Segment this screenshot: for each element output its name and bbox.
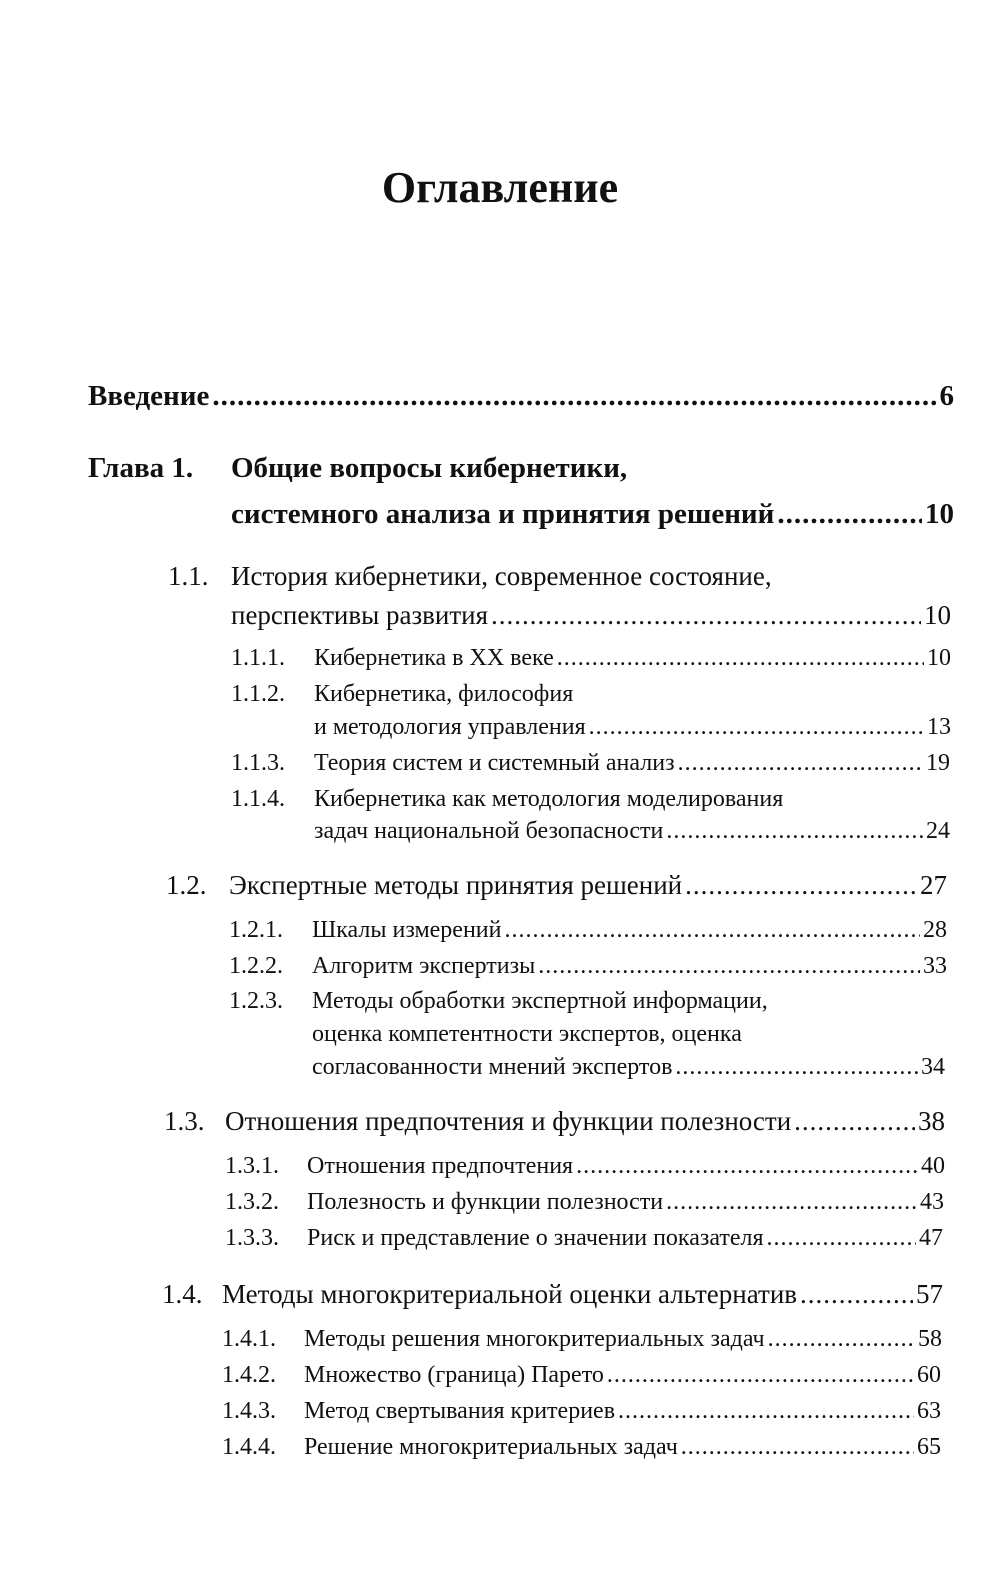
toc-entry-1-2-2[interactable] xyxy=(312,953,947,981)
toc-page-number: 40 xyxy=(921,1153,945,1179)
subsection-title: Алгоритм экспертизы xyxy=(312,953,536,979)
leader-dots xyxy=(678,750,923,778)
chapter-number: Глава 1. xyxy=(88,452,194,484)
subsection-number: 1.2.1. xyxy=(229,917,283,943)
toc-entry-1-1[interactable] xyxy=(231,600,951,631)
toc-entry-1-4-1[interactable] xyxy=(304,1326,942,1354)
leader-dots xyxy=(777,498,922,531)
subsection-number: 1.3.2. xyxy=(225,1189,279,1215)
subsection-number: 1.1.4. xyxy=(231,786,285,812)
section-number: 1.3. xyxy=(164,1106,205,1136)
toc-entry-1-3-3[interactable] xyxy=(307,1225,943,1253)
toc-entry-1-4-3[interactable] xyxy=(304,1398,941,1426)
toc-page-number: 6 xyxy=(939,380,954,412)
leader-dots xyxy=(768,1326,915,1354)
subsection-title: Теория систем и системный анализ xyxy=(314,750,675,776)
toc-page-number: 57 xyxy=(916,1279,943,1309)
toc-entry-chapter-1[interactable] xyxy=(231,498,954,531)
toc-entry-1-1-3[interactable] xyxy=(314,750,950,778)
subsection-title: Решение многокритериальных задач xyxy=(304,1434,678,1460)
toc-page-number: 58 xyxy=(918,1326,942,1352)
leader-dots xyxy=(504,917,920,945)
subsection-number: 1.2.3. xyxy=(229,988,283,1014)
subsection-title: Методы решения многокритериальных задач xyxy=(304,1326,765,1352)
leader-dots xyxy=(767,1225,916,1253)
subsection-title: Отношения предпочтения xyxy=(307,1153,574,1179)
toc-entry-1-4-4[interactable] xyxy=(304,1434,941,1462)
toc-page-number: 63 xyxy=(917,1398,941,1424)
chapter-title-line1: Общие вопросы кибернетики, xyxy=(231,452,628,484)
subsection-number: 1.4.2. xyxy=(222,1362,276,1388)
toc-page-number: 10 xyxy=(927,645,951,671)
subsection-title-line1: Кибернетика, философия xyxy=(314,681,574,707)
toc-page-number: 10 xyxy=(924,600,951,630)
leader-dots xyxy=(491,600,921,631)
toc-page-number: 34 xyxy=(921,1054,945,1080)
toc-entry-1-4-2[interactable] xyxy=(304,1362,941,1390)
section-title: Отношения предпочтения и функции полезности xyxy=(225,1106,792,1136)
leader-dots xyxy=(576,1153,918,1181)
toc-entry-1-2[interactable] xyxy=(229,870,947,901)
subsection-number: 1.1.2. xyxy=(231,681,285,707)
leader-dots xyxy=(675,1054,918,1082)
subsection-number: 1.4.1. xyxy=(222,1326,276,1352)
section-title-line1: История кибернетики, современное состояние, xyxy=(231,561,772,591)
subsection-number: 1.3.3. xyxy=(225,1225,279,1251)
leader-dots xyxy=(607,1362,914,1390)
leader-dots xyxy=(618,1398,914,1426)
toc-page-number: 43 xyxy=(920,1189,944,1215)
leader-dots xyxy=(681,1434,914,1462)
section-number: 1.4. xyxy=(162,1279,203,1309)
subsection-title: Множество (граница) Парето xyxy=(304,1362,604,1388)
leader-dots xyxy=(589,714,924,742)
toc-entry-1-2-1[interactable] xyxy=(312,917,947,945)
section-title: Экспертные методы принятия решений xyxy=(229,870,683,900)
leader-dots xyxy=(666,1189,917,1217)
toc-entry-1-4[interactable] xyxy=(222,1279,943,1310)
section-title-line2: перспективы развития xyxy=(231,600,489,630)
toc-entry-intro[interactable] xyxy=(88,380,954,413)
toc-page-number: 65 xyxy=(917,1434,941,1460)
leader-dots xyxy=(557,645,924,673)
toc-entry-label: Введение xyxy=(88,380,210,412)
leader-dots xyxy=(685,870,917,901)
toc-page-number: 47 xyxy=(919,1225,943,1251)
leader-dots xyxy=(800,1279,913,1310)
section-number: 1.1. xyxy=(168,561,209,591)
toc-entry-1-3[interactable] xyxy=(225,1106,945,1137)
toc-page-number: 19 xyxy=(926,750,950,776)
toc-entry-1-2-3[interactable] xyxy=(312,1054,945,1082)
subsection-title-line2: задач национальной безопасности xyxy=(314,818,664,844)
leader-dots xyxy=(794,1106,915,1137)
toc-entry-1-3-2[interactable] xyxy=(307,1189,944,1217)
subsection-number: 1.2.2. xyxy=(229,953,283,979)
subsection-number: 1.4.4. xyxy=(222,1434,276,1460)
subsection-number: 1.1.3. xyxy=(231,750,285,776)
subsection-title-line3: согласованности мнений экспертов xyxy=(312,1054,673,1080)
toc-entry-1-1-4[interactable] xyxy=(314,818,950,846)
toc-page-number: 38 xyxy=(918,1106,945,1136)
subsection-title: Кибернетика в XX веке xyxy=(314,645,554,671)
subsection-title-line1: Методы обработки экспертной информации, xyxy=(312,988,768,1014)
leader-dots xyxy=(666,818,923,846)
leader-dots xyxy=(212,380,936,413)
toc-entry-1-1-2[interactable] xyxy=(314,714,951,742)
subsection-title: Полезность и функции полезности xyxy=(307,1189,664,1215)
subsection-title-line2: оценка компетентности экспертов, оценка xyxy=(312,1021,742,1047)
page-title: Оглавление xyxy=(381,163,619,212)
toc-page-number: 28 xyxy=(923,917,947,943)
toc-page-number: 60 xyxy=(917,1362,941,1388)
toc-page-number: 24 xyxy=(926,818,950,844)
subsection-title-line2: и методология управления xyxy=(314,714,586,740)
toc-page-number: 13 xyxy=(927,714,951,740)
subsection-title-line1: Кибернетика как методология моделирования xyxy=(314,786,784,812)
toc-page-number: 10 xyxy=(925,498,954,530)
subsection-number: 1.3.1. xyxy=(225,1153,279,1179)
subsection-title: Метод свертывания критериев xyxy=(304,1398,616,1424)
toc-page-number: 27 xyxy=(920,870,947,900)
leader-dots xyxy=(538,953,920,981)
toc-entry-1-3-1[interactable] xyxy=(307,1153,945,1181)
subsection-title: Шкалы измерений xyxy=(312,917,502,943)
subsection-number: 1.1.1. xyxy=(231,645,285,671)
section-title: Методы многокритериальной оценки альтернатив xyxy=(222,1279,798,1309)
subsection-number: 1.4.3. xyxy=(222,1398,276,1424)
toc-entry-1-1-1[interactable] xyxy=(314,645,951,673)
subsection-title: Риск и представление о значении показателя xyxy=(307,1225,764,1251)
chapter-title-line2: системного анализа и принятия решений xyxy=(231,498,775,530)
section-number: 1.2. xyxy=(166,870,207,900)
toc-page-number: 33 xyxy=(923,953,947,979)
